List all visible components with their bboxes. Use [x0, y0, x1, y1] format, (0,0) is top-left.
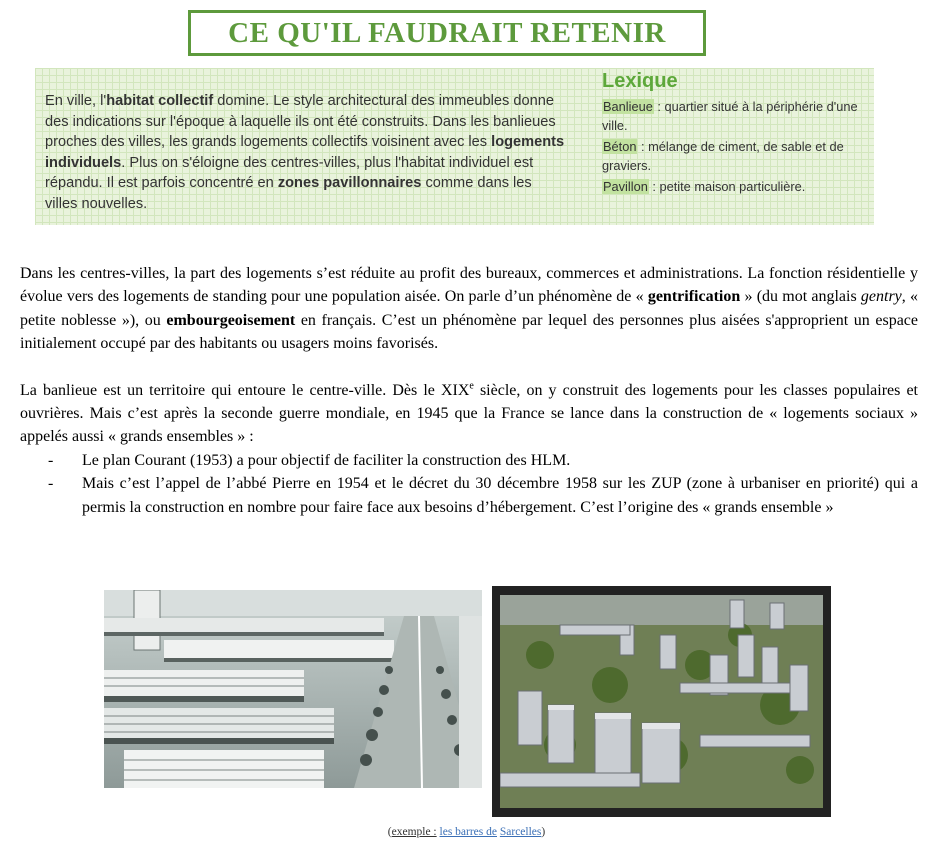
main-text: [20, 262, 918, 519]
para1-bold-embourgeoisement: embourgeoisement: [166, 311, 296, 329]
paragraph-gentrification: [20, 262, 918, 356]
title-box: [188, 10, 706, 56]
lexique-item: [602, 98, 872, 135]
summary-text-4: comme dans les villes nouvelles.: [45, 175, 532, 212]
summary-text: [45, 91, 565, 214]
para1-text-1: Dans les centres-villes, la part des logements s’est réduite au profit des bureaux, commerces et administrations. La fonction résidentielle y évolue vers des logements de standing pour une population aisée. On parle d’un phénomène de «: [20, 265, 918, 306]
caption-link-sarcelles[interactable]: Sarcelles: [499, 826, 542, 838]
photo-sarcelles-color-drawing: [500, 595, 823, 808]
photo-sarcelles-bw-drawing: [104, 590, 482, 788]
lexique-definition: : petite maison particulière.: [648, 179, 806, 195]
para1-italic-gentry: gentry: [860, 288, 902, 306]
lexique-definition: : mélange de ciment, de sable et de graviers.: [602, 139, 844, 173]
lexique-definition: : quartier situé à la périphérie d'une ville.: [602, 99, 858, 133]
lexique-term: Pavillon: [603, 179, 648, 195]
lexique-item: [602, 178, 872, 197]
bullet-text: Mais c’est l’appel de l’abbé Pierre en 1954 et le décret du 30 décembre 1958 sur les ZUP (zone à urbaniser en priorité) qui a permis la construction en nombre pour faire face aux besoins d’hébergement. C’est l’origine des « grands ensemble »: [82, 475, 918, 516]
summary-bold-2: logements individuels: [45, 134, 565, 171]
summary-text-3: . Plus on s'éloigne des centres-villes, plus l'habitat individuel est répandu. Il est parfois concentré en: [45, 154, 534, 191]
para2-text-1: La banlieue est un territoire qui entoure le centre-ville. Dès le XIX: [20, 381, 470, 399]
para1-text-2: » (du mot anglais: [740, 288, 861, 306]
lexique-term: Béton: [603, 139, 637, 155]
bullet-dash: -: [48, 451, 54, 469]
paragraph-banlieue: [20, 379, 918, 449]
page-title: CE QU'IL FAUDRAIT RETENIR: [228, 17, 666, 49]
summary-bold-3: zones pavillonnaires: [277, 175, 422, 191]
caption-close-paren: ): [541, 826, 546, 838]
bullet-item: [20, 449, 918, 472]
para1-bold-gentrification: gentrification: [647, 288, 741, 306]
summary-text-2: domine. Le style architectural des immeubles donne des indications sur l'époque à laquelle ils ont été construits. Dans les banlieues proches des villes, les grands logements collectifs voisinent avec les: [45, 93, 556, 150]
photo-sarcelles-color-frame: [492, 586, 831, 817]
caption-example-label: exemple :: [391, 826, 437, 838]
summary-panel: [35, 68, 874, 225]
para2-superscript: e: [469, 380, 474, 392]
bullet-list: [20, 449, 918, 519]
photo-sarcelles-bw: [104, 590, 482, 788]
lexique-title: Lexique: [602, 70, 678, 92]
bullet-dash: -: [48, 475, 54, 493]
photo-sarcelles-color: [500, 595, 823, 808]
bullet-item: [20, 472, 918, 519]
caption-open-paren: (: [387, 826, 392, 838]
caption-link-barres[interactable]: les barres de: [439, 826, 497, 838]
bullet-text: Le plan Courant (1953) a pour objectif de faciliter la construction des HLM.: [82, 451, 571, 469]
lexique-term: Banlieue: [603, 99, 653, 114]
para2-text-2: siècle, on y construit des logements pour les classes populaires et ouvrières. Mais c’est après la seconde guerre mondiale, en 1945 que la France se lance dans la construction de « logements sociaux » appelés aussi « grands ensembles » :: [20, 381, 919, 446]
photo-caption: [0, 826, 933, 838]
summary-text-1: En ville, l': [45, 93, 107, 109]
para1-text-3: , « petite noblesse »), ou: [20, 288, 919, 329]
lexique-box: [602, 70, 872, 200]
summary-bold-1: habitat collectif: [106, 93, 214, 109]
lexique-item: [602, 138, 872, 175]
para1-text-4: en français. C’est un phénomène par lequel des personnes plus aisées s'approprient un espace initialement occupé par des habitants ou usagers moins favorisés.: [20, 311, 919, 353]
